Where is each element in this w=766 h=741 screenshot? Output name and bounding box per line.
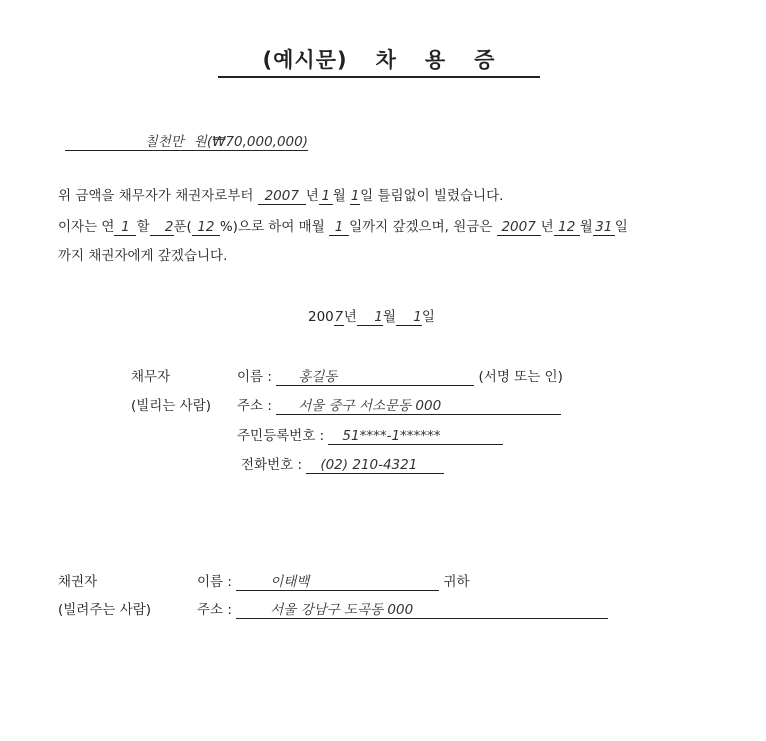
body-line-1: 위 금액을 채무자가 채권자로부터 2007 년 1 월 1일 틀림없이 빌렸습니다.	[58, 188, 504, 204]
debtor-address-row: 주소 : 서울 중구 서소문동 000	[237, 394, 561, 415]
body-line-2: 이자는 연 1 할 2푼( 12 %)으로 하여 매월 1 일까지 갚겠으며, 원금은 2007 년 12 월 31 일	[58, 219, 628, 235]
body-line-3: 까지 채권자에게 갚겠습니다.	[58, 248, 228, 264]
document-title: (예시문) 차 용 증	[218, 44, 540, 78]
creditor-address-row: 주소 : 서울 강남구 도곡동 000	[197, 598, 608, 619]
debtor-sub: (빌리는 사람)	[131, 398, 212, 414]
debtor-name-row: 이름 : 홍길동 (서명 또는 인)	[237, 369, 563, 385]
creditor-label: 채권자	[58, 574, 98, 590]
creditor-name-row: 이름 : 이태백 귀하	[197, 574, 470, 590]
debtor-id[interactable]: 51****-1******	[328, 429, 503, 445]
creditor-address[interactable]: 서울 강남구 도곡동 000	[236, 603, 608, 619]
debtor-id-row: 주민등록번호 : 51****-1******	[237, 424, 503, 445]
amount-line: 칠천만 원(₩70,000,000)	[65, 130, 308, 151]
debtor-phone[interactable]: (02) 210-4321	[306, 458, 444, 474]
debtor-address[interactable]: 서울 중구 서소문동 000	[276, 399, 561, 415]
debtor-name[interactable]: 홍길동	[276, 370, 474, 386]
creditor-sub: (빌려주는 사람)	[58, 602, 152, 618]
creditor-name[interactable]: 이태백	[236, 575, 439, 591]
debtor-phone-row: 전화번호 : (02) 210-4321	[241, 453, 444, 474]
debtor-label: 채무자	[131, 369, 171, 385]
document-date: 2007년 1월 1일	[308, 309, 435, 325]
